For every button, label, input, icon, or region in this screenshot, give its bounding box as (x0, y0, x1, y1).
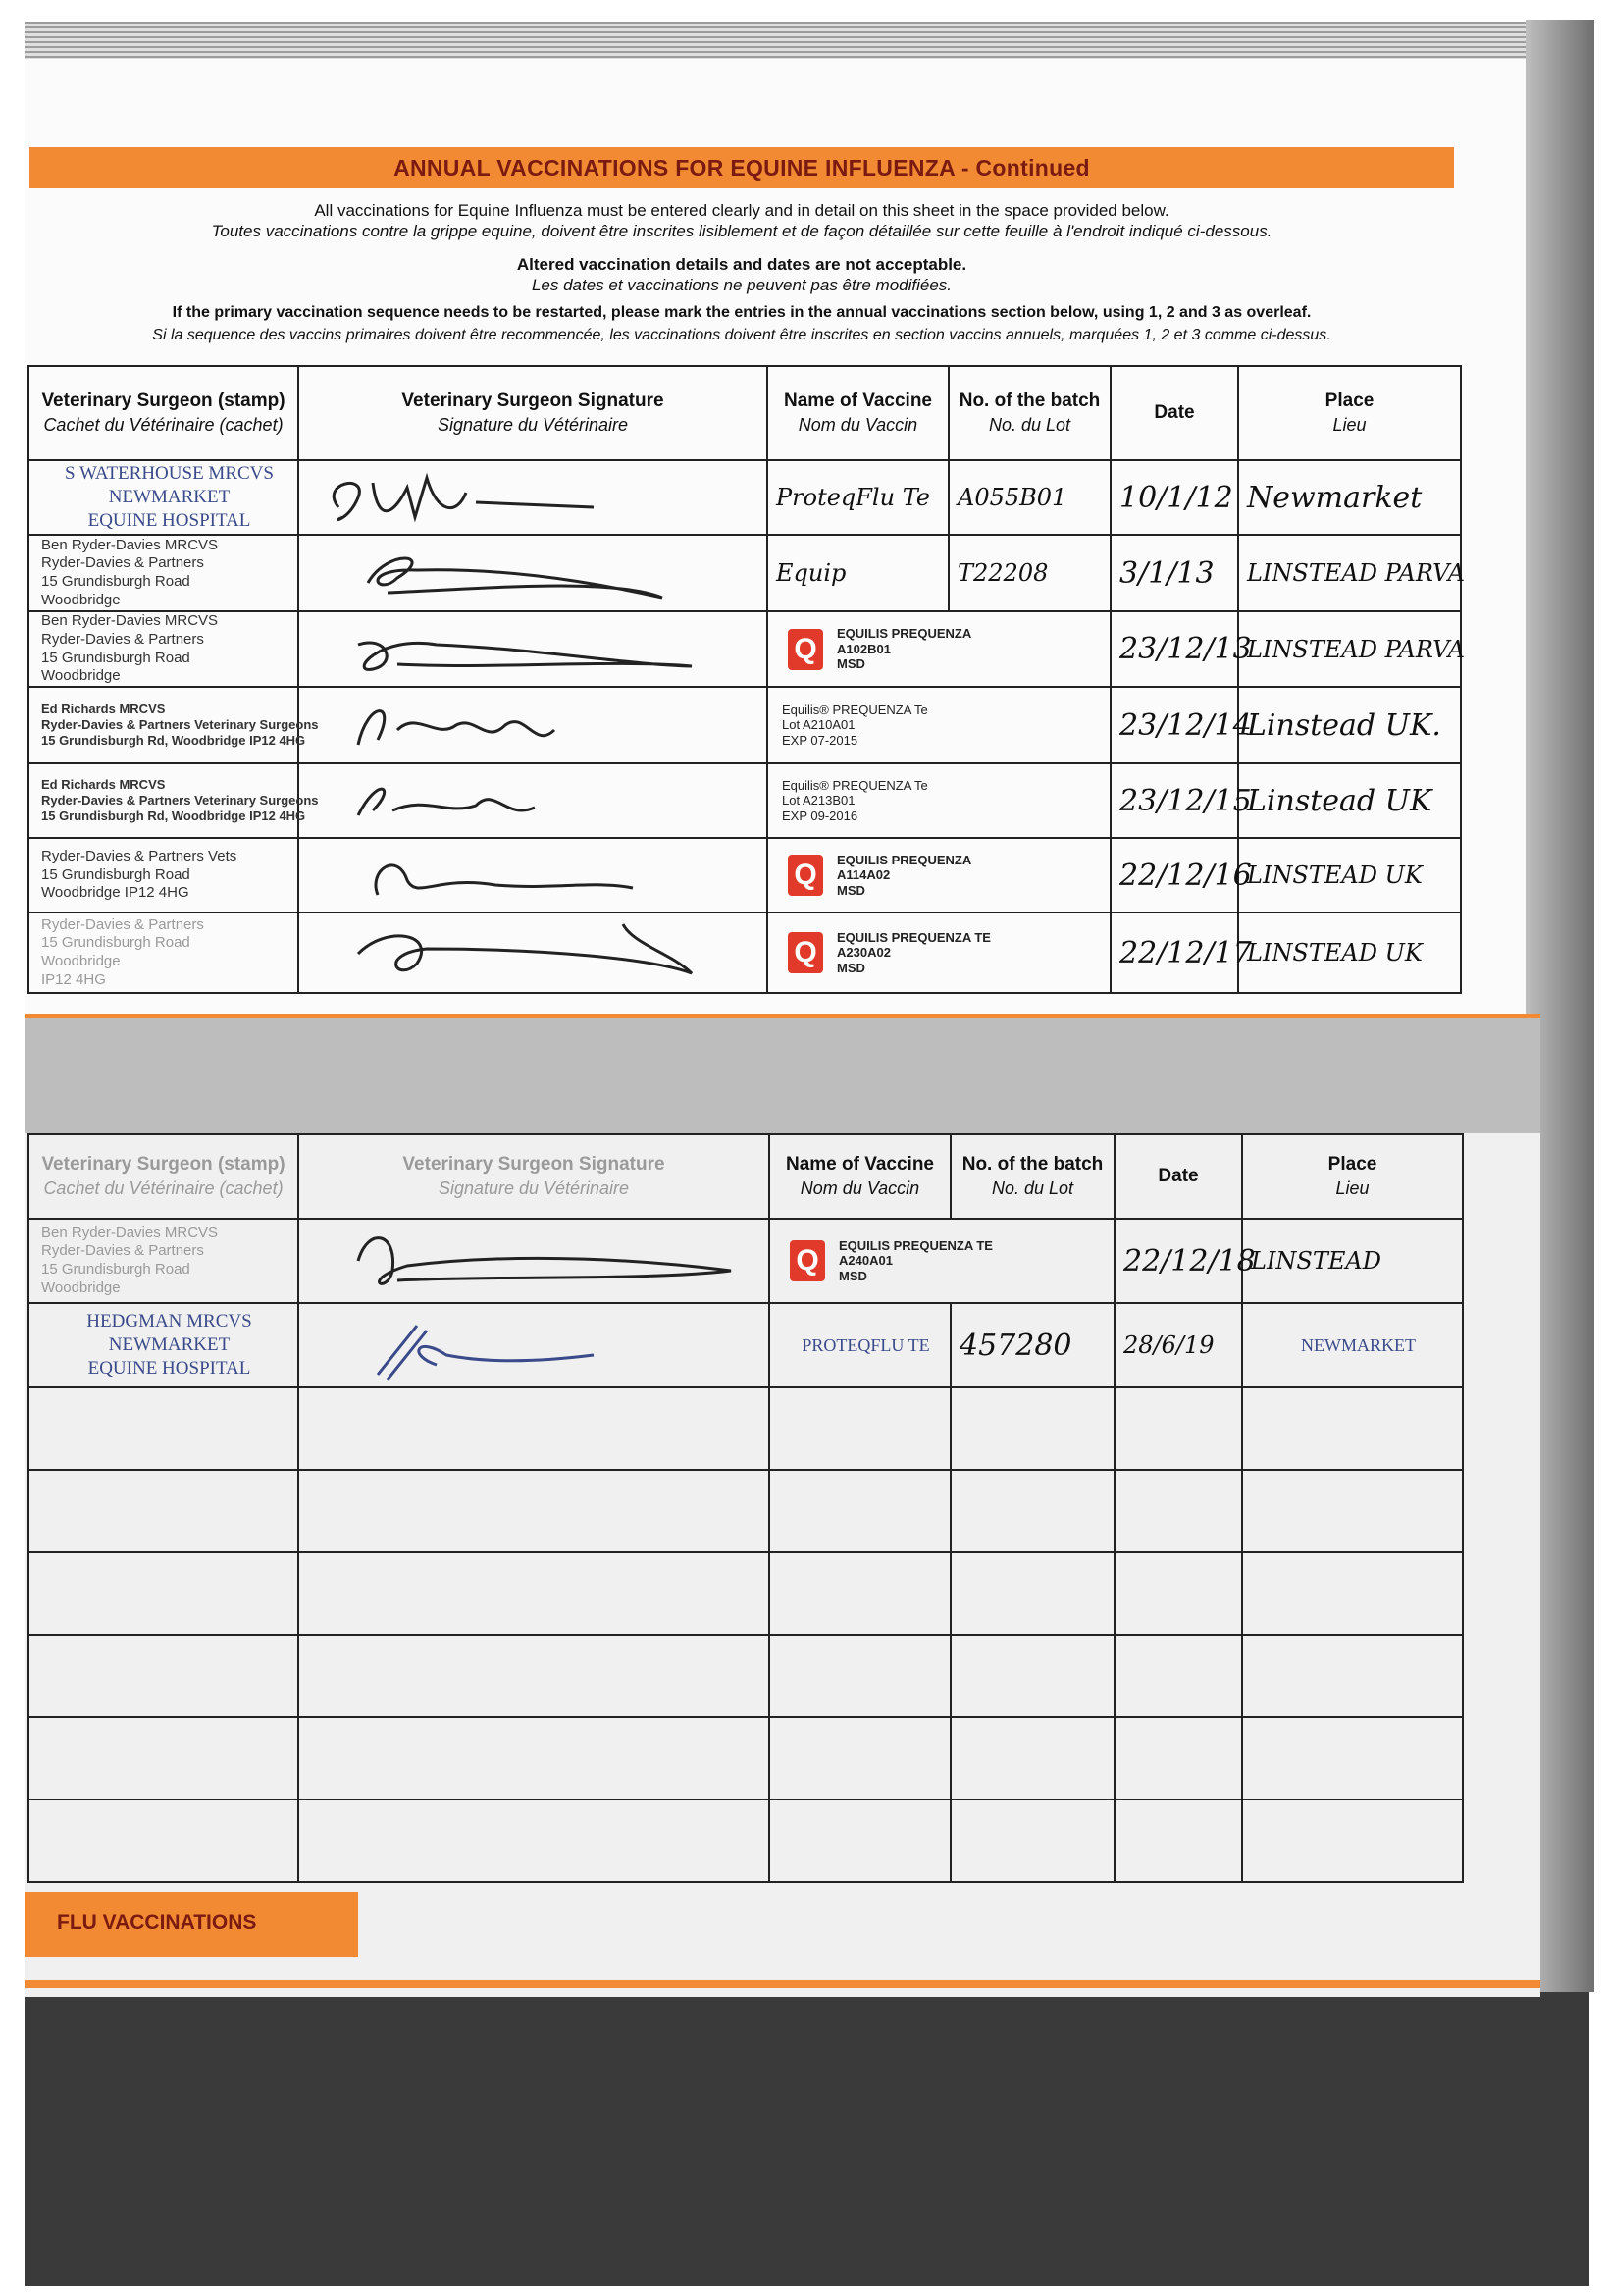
date-cell: 23/12/13 (1111, 611, 1238, 687)
overlapping-page-gray (25, 1016, 1540, 1133)
table-row (28, 1303, 1463, 1387)
empty-cell (298, 1387, 769, 1470)
q-logo-icon: Q (790, 1240, 825, 1281)
table-header-row (28, 1134, 1463, 1219)
table-row (28, 535, 1461, 611)
table-row (28, 1717, 1463, 1800)
date-cell: 10/1/12 (1111, 460, 1238, 535)
empty-cell (951, 1635, 1115, 1717)
signature-icon (298, 611, 767, 687)
upper-vaccination-table (27, 365, 1466, 994)
place-cell: LINSTEAD (1242, 1219, 1463, 1303)
table-row (28, 687, 1461, 763)
empty-cell (28, 1717, 298, 1800)
place-cell: Linstead UK. (1238, 687, 1461, 763)
empty-cell (769, 1387, 951, 1470)
col-header-vaccine: Name of Vaccine Nom du Vaccin (769, 1134, 951, 1219)
empty-cell (28, 1387, 298, 1470)
stamp-cell: Ryder-Davies & Partners 15 Grundisburgh Road Woodbridge IP12 4HG (28, 913, 298, 993)
col-header-date: Date (1111, 366, 1238, 460)
empty-cell (1242, 1387, 1463, 1470)
vaccine-label: Equilis® PREQUENZA Te Lot A213B01 EXP 09-2016 (767, 763, 1111, 838)
col-header-place: Place Lieu (1238, 366, 1461, 460)
empty-cell (1242, 1800, 1463, 1882)
col-header-stamp: Veterinary Surgeon (stamp) Cachet du Vétérinaire (cachet) (28, 1134, 298, 1219)
stamp-cell: Ed Richards MRCVS Ryder-Davies & Partners Veterinary Surgeons 15 Grundisburgh Rd, Woodbridge IP12 4HG (28, 763, 298, 838)
batch-cell: 457280 (951, 1303, 1115, 1387)
table-header-row (28, 366, 1461, 460)
signature-icon (298, 1219, 769, 1303)
signature-icon (298, 687, 767, 763)
vaccine-cell: ProteqFlu Te (767, 460, 949, 535)
place-cell: LINSTEAD PARVA (1238, 535, 1461, 611)
instruction-en-1: All vaccinations for Equine Influenza must be entered clearly and in detail on this sheet in the space provided below. (314, 201, 1169, 220)
date-cell: 3/1/13 (1111, 535, 1238, 611)
signature-icon (298, 460, 767, 535)
empty-cell (1115, 1470, 1242, 1552)
date-cell: 23/12/15 (1111, 763, 1238, 838)
empty-cell (1115, 1635, 1242, 1717)
section-divider (25, 1014, 1540, 1018)
table-row (28, 913, 1461, 993)
instruction-fr-1: Toutes vaccinations contre la grippe equine, doivent être inscrites lisiblement et de façon détaillée sur cette feuille à l'endroit indiqué ci-dessous. (211, 222, 1272, 240)
empty-cell (951, 1470, 1115, 1552)
table-row (28, 763, 1461, 838)
table-row (28, 611, 1461, 687)
vaccine-label: Q EQUILIS PREQUENZA A102B01 MSD (767, 611, 1111, 687)
empty-cell (28, 1800, 298, 1882)
empty-cell (769, 1470, 951, 1552)
empty-cell (769, 1800, 951, 1882)
signature-icon (298, 1303, 769, 1387)
q-logo-icon: Q (788, 855, 823, 896)
table-row (28, 1387, 1463, 1470)
place-cell: LINSTEAD UK (1238, 913, 1461, 993)
empty-cell (298, 1717, 769, 1800)
empty-cell (298, 1552, 769, 1635)
place-cell: LINSTEAD UK (1238, 838, 1461, 913)
table-row (28, 1552, 1463, 1635)
stamp-cell: Ed Richards MRCVS Ryder-Davies & Partners Veterinary Surgeons 15 Grundisburgh Rd, Woodbridge IP12 4HG (28, 687, 298, 763)
signature-icon (298, 838, 767, 913)
empty-cell (28, 1470, 298, 1552)
stamp-cell: Ben Ryder-Davies MRCVS Ryder-Davies & Partners 15 Grundisburgh Road Woodbridge (28, 611, 298, 687)
col-header-place: Place Lieu (1242, 1134, 1463, 1219)
date-cell: 23/12/14 (1111, 687, 1238, 763)
table-row (28, 838, 1461, 913)
vaccine-label: Equilis® PREQUENZA Te Lot A210A01 EXP 07-2015 (767, 687, 1111, 763)
place-cell: LINSTEAD PARVA (1238, 611, 1461, 687)
signature-icon (298, 763, 767, 838)
col-header-date: Date (1115, 1134, 1242, 1219)
stamp-cell: Ben Ryder-Davies MRCVS Ryder-Davies & Partners 15 Grundisburgh Road Woodbridge (28, 535, 298, 611)
stamp-cell: HEDGMAN MRCVS NEWMARKET EQUINE HOSPITAL (28, 1303, 298, 1387)
date-cell: 22/12/16 (1111, 838, 1238, 913)
vaccine-label: Q EQUILIS PREQUENZA TE A240A01 MSD (769, 1219, 1115, 1303)
empty-cell (298, 1800, 769, 1882)
empty-cell (28, 1552, 298, 1635)
empty-cell (1115, 1387, 1242, 1470)
col-header-signature: Veterinary Surgeon Signature Signature du Vétérinaire (298, 366, 767, 460)
instruction-en-3: If the primary vaccination sequence needs to be restarted, please mark the entries in the annual vaccinations section below, using 1, 2 and 3 as overleaf. (172, 304, 1312, 321)
footer-line (25, 1980, 1540, 1988)
batch-cell: A055B01 (949, 460, 1111, 535)
empty-cell (1115, 1800, 1242, 1882)
vaccine-cell: Equip (767, 535, 949, 611)
col-header-stamp: Veterinary Surgeon (stamp) Cachet du Vétérinaire (cachet) (28, 366, 298, 460)
empty-cell (951, 1552, 1115, 1635)
table-row (28, 1800, 1463, 1882)
signature-icon (298, 535, 767, 611)
table-row (28, 1635, 1463, 1717)
vaccine-label: Q EQUILIS PREQUENZA A114A02 MSD (767, 838, 1111, 913)
instruction-fr-2: Les dates et vaccinations ne peuvent pas être modifiées. (531, 276, 953, 294)
q-logo-icon: Q (788, 932, 823, 973)
empty-cell (1242, 1470, 1463, 1552)
date-cell: 28/6/19 (1115, 1303, 1242, 1387)
empty-cell (1242, 1635, 1463, 1717)
table-row (28, 1470, 1463, 1552)
empty-cell (298, 1635, 769, 1717)
stamp-cell: Ryder-Davies & Partners Vets 15 Grundisburgh Road Woodbridge IP12 4HG (28, 838, 298, 913)
empty-cell (769, 1635, 951, 1717)
table-row (28, 460, 1461, 535)
empty-cell (951, 1800, 1115, 1882)
q-logo-icon: Q (788, 629, 823, 670)
empty-cell (951, 1717, 1115, 1800)
place-cell: NEWMARKET (1242, 1303, 1463, 1387)
vaccine-cell: PROTEQFLU TE (769, 1303, 951, 1387)
col-header-batch: No. of the batch No. du Lot (951, 1134, 1115, 1219)
table-row (28, 1219, 1463, 1303)
vaccine-label: Q EQUILIS PREQUENZA TE A230A02 MSD (767, 913, 1111, 993)
lower-vaccination-table (27, 1133, 1464, 1883)
empty-cell (1242, 1552, 1463, 1635)
empty-cell (769, 1552, 951, 1635)
instruction-fr-3: Si la sequence des vaccins primaires doivent être recommencée, les vaccinations doivent être inscrites en section vaccins annuels, marquées 1, 2 et 3 comme ci-dessus. (152, 327, 1331, 343)
empty-cell (951, 1387, 1115, 1470)
place-cell: Newmarket (1238, 460, 1461, 535)
date-cell: 22/12/17 (1111, 913, 1238, 993)
place-cell: Linstead UK (1238, 763, 1461, 838)
instruction-en-2: Altered vaccination details and dates are not acceptable. (516, 255, 967, 274)
scan-border-bottom (25, 1992, 1589, 2286)
empty-cell (28, 1635, 298, 1717)
col-header-vaccine: Name of Vaccine Nom du Vaccin (767, 366, 949, 460)
page-title: ANNUAL VACCINATIONS FOR EQUINE INFLUENZA - Continued (393, 155, 1090, 181)
date-cell: 22/12/18 (1115, 1219, 1242, 1303)
col-header-batch: No. of the batch No. du Lot (949, 366, 1111, 460)
signature-icon (298, 913, 767, 993)
footer-label: FLU VACCINATIONS (57, 1911, 257, 1934)
stamp-cell: Ben Ryder-Davies MRCVS Ryder-Davies & Partners 15 Grundisburgh Road Woodbridge (28, 1219, 298, 1303)
empty-cell (1242, 1717, 1463, 1800)
empty-cell (1115, 1552, 1242, 1635)
col-header-signature: Veterinary Surgeon Signature Signature du Vétérinaire (298, 1134, 769, 1219)
stamp-cell: S WATERHOUSE MRCVS NEWMARKET EQUINE HOSPITAL (28, 460, 298, 535)
empty-cell (769, 1717, 951, 1800)
empty-cell (298, 1470, 769, 1552)
batch-cell: T22208 (949, 535, 1111, 611)
empty-cell (1115, 1717, 1242, 1800)
